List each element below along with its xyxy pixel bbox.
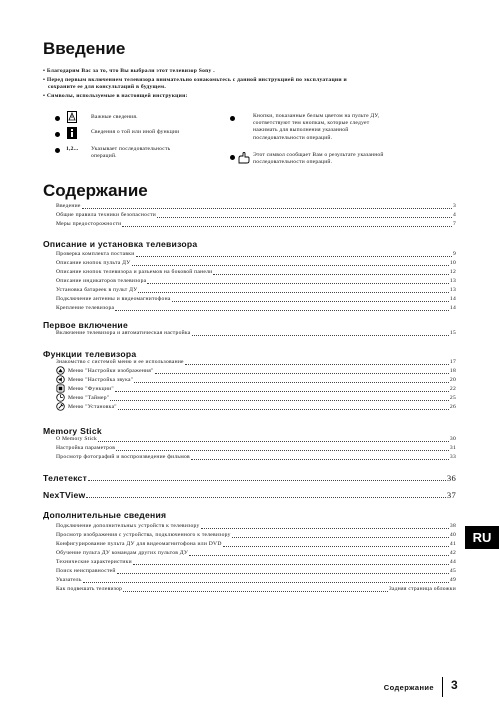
dot-leader bbox=[118, 404, 449, 410]
dot-leader bbox=[189, 550, 449, 556]
toc-entry-text: Описание кнопок пульта ДУ bbox=[56, 260, 131, 266]
bullet bbox=[55, 132, 60, 137]
toc-entry-text: Меню "Настройка звука" bbox=[68, 377, 134, 383]
toc-entry-text: Поиск неисправностей bbox=[56, 568, 116, 574]
dot-leader bbox=[185, 359, 449, 365]
language-tab: RU bbox=[465, 526, 499, 549]
footer-divider bbox=[442, 677, 443, 697]
section-heading: Описание и установка телевизора bbox=[43, 239, 198, 249]
dot-leader bbox=[115, 386, 449, 392]
legend-line: последовательности операций. bbox=[253, 134, 333, 141]
intro-line: сохраните ее для консультаций в будущем. bbox=[48, 84, 166, 90]
toc-page-number: 9 bbox=[452, 251, 456, 257]
toc-page-number: 13 bbox=[449, 278, 456, 284]
toc-entry[interactable] bbox=[56, 568, 456, 575]
dot-leader bbox=[110, 395, 449, 401]
toc-entry[interactable] bbox=[56, 404, 456, 411]
dot-leader bbox=[132, 260, 449, 266]
important-text: Важные сведения. bbox=[91, 114, 138, 120]
toc-page-number: 49 bbox=[449, 577, 456, 583]
toc-entry-text: NexTView bbox=[43, 490, 86, 500]
toc-page-number: 14 bbox=[449, 296, 456, 302]
toc-entry[interactable] bbox=[56, 436, 456, 443]
toc-entry-text: Просмотр изображения с устройства, подключенного к телевизору bbox=[56, 532, 231, 538]
toc-entry[interactable] bbox=[56, 305, 456, 312]
toc-entry-text: Подключение дополнительных устройств к телевизору bbox=[56, 523, 200, 529]
intro-text bbox=[43, 68, 463, 100]
result-text bbox=[253, 152, 384, 166]
toc-page-number: 38 bbox=[449, 523, 456, 529]
toc-page-number: 15 bbox=[449, 330, 456, 336]
dot-leader bbox=[116, 445, 449, 451]
bullet bbox=[230, 155, 235, 160]
bullet bbox=[230, 116, 235, 121]
toc-entry-text: Обучение пульта ДУ командам других пультов ДУ bbox=[56, 550, 189, 556]
section-heading: Дополнительные сведения bbox=[43, 510, 167, 520]
toc-page-number: 14 bbox=[449, 305, 456, 311]
toc-entry[interactable] bbox=[56, 377, 456, 384]
white-buttons-text bbox=[253, 113, 379, 142]
toc-entry-text: Введение bbox=[56, 203, 81, 209]
dot-leader bbox=[133, 559, 449, 565]
dot-leader bbox=[134, 377, 449, 383]
dot-leader bbox=[88, 480, 446, 481]
dot-leader bbox=[115, 305, 449, 311]
dot-leader bbox=[147, 278, 449, 284]
dot-leader bbox=[172, 296, 449, 302]
toc-entry[interactable] bbox=[56, 445, 456, 452]
toc-entry[interactable] bbox=[56, 212, 456, 219]
toc-page-number: 3 bbox=[452, 203, 456, 209]
toc-page-number: 44 bbox=[449, 559, 456, 565]
toc-entry-text: Меню "Установка" bbox=[68, 404, 117, 410]
toc-entry[interactable] bbox=[56, 386, 456, 393]
sound-menu-icon bbox=[56, 375, 65, 384]
toc-entry[interactable] bbox=[56, 368, 456, 375]
dot-leader bbox=[117, 568, 449, 574]
toc-entry-nextview[interactable] bbox=[43, 490, 456, 500]
legend-line: последовательности операций. bbox=[253, 159, 333, 166]
toc-page-number: 13 bbox=[449, 287, 456, 293]
toc-entry-text: Общие правила техники безопасности bbox=[56, 212, 157, 218]
dot-leader bbox=[201, 523, 449, 529]
dot-leader bbox=[122, 221, 452, 227]
toc-page-number: 22 bbox=[449, 386, 456, 392]
toc-page-number: Задняя страница обложки bbox=[388, 586, 456, 592]
toc-entry-text: О Memory Stick bbox=[56, 436, 98, 442]
dot-leader bbox=[123, 586, 388, 592]
dot-leader bbox=[157, 212, 452, 218]
legend-line: нажимать для выполнения указанной bbox=[253, 127, 349, 134]
toc-page-number: 37 bbox=[446, 490, 456, 500]
dot-leader bbox=[223, 541, 449, 547]
intro-line: • Символы, используемые в настоящей инструкции: bbox=[43, 93, 188, 99]
important-icon bbox=[67, 111, 77, 123]
toc-page-number: 25 bbox=[449, 395, 456, 401]
legend-line: Этот символ сообщает Вам о результате указанной bbox=[253, 152, 384, 158]
toc-entry[interactable] bbox=[56, 577, 456, 584]
toc-page-number: 4 bbox=[452, 212, 456, 218]
toc-page-number: 31 bbox=[449, 445, 456, 451]
toc-entry[interactable] bbox=[56, 586, 456, 593]
toc-page-number: 17 bbox=[449, 359, 456, 365]
section-heading: Первое включение bbox=[43, 320, 128, 330]
toc-entry-text: Меры предосторожности bbox=[56, 221, 122, 227]
dot-leader bbox=[83, 577, 449, 583]
toc-entry-text: Меню "Таймер" bbox=[68, 395, 110, 401]
toc-entry[interactable] bbox=[56, 269, 456, 276]
steps-text bbox=[91, 146, 170, 160]
toc-entry[interactable] bbox=[56, 523, 456, 530]
bullet bbox=[55, 116, 60, 121]
toc-entry[interactable] bbox=[56, 541, 456, 548]
toc-page-number: 36 bbox=[446, 473, 456, 483]
toc-entry-text: Знакомство с системой меню и ее использование bbox=[56, 359, 184, 365]
toc-entry-text: Меню "Функции" bbox=[68, 386, 114, 392]
section-heading: Функции телевизора bbox=[43, 349, 137, 359]
toc-entry-text: Проверка комплекта поставки bbox=[56, 251, 135, 257]
toc-page-number: 10 bbox=[449, 260, 456, 266]
picture-menu-icon bbox=[56, 366, 65, 375]
toc-entry[interactable] bbox=[56, 330, 456, 337]
toc-entry-text: Установка батареек в пульт ДУ bbox=[56, 287, 138, 293]
dot-leader bbox=[192, 330, 449, 336]
section-heading: Memory Stick bbox=[43, 426, 102, 436]
toc-entry-text: Описание индикаторов телевизора bbox=[56, 278, 147, 284]
steps-line: операций. bbox=[91, 153, 117, 160]
bullet bbox=[55, 148, 60, 153]
steps-marker: 1,2... bbox=[66, 146, 79, 152]
result-hand-icon bbox=[237, 152, 250, 164]
toc-entry-text: Технические характеристики bbox=[56, 559, 132, 565]
toc-entry[interactable] bbox=[56, 550, 456, 557]
toc-entry[interactable] bbox=[56, 559, 456, 566]
dot-leader bbox=[98, 436, 449, 442]
toc-entry-text: Меню "Настройки изображения" bbox=[68, 368, 154, 374]
footer-page-number: 3 bbox=[451, 678, 458, 692]
toc-entry-text: Крепление телевизора bbox=[56, 305, 115, 311]
dot-leader bbox=[82, 203, 452, 209]
dot-leader bbox=[191, 454, 449, 460]
dot-leader bbox=[213, 269, 449, 275]
function-info-text: Сведения о той или иной функции bbox=[91, 129, 180, 135]
toc-entry[interactable] bbox=[56, 454, 456, 461]
toc-entry-teletext[interactable] bbox=[43, 473, 456, 483]
dot-leader bbox=[136, 251, 452, 257]
toc-page-number: 18 bbox=[449, 368, 456, 374]
toc-page-number: 45 bbox=[449, 568, 456, 574]
toc-entry[interactable] bbox=[56, 287, 456, 294]
features-menu-icon bbox=[56, 384, 65, 393]
toc-entry-text: Указатель bbox=[56, 577, 82, 583]
legend-line: Кнопки, показанные белым цветом на пульте ДУ, bbox=[253, 113, 380, 119]
toc-entry[interactable] bbox=[56, 532, 456, 539]
toc-page-number: 12 bbox=[449, 269, 456, 275]
toc-entry[interactable] bbox=[56, 260, 456, 267]
toc-entry-text: Подключение антенны и видеомагнитофона bbox=[56, 296, 171, 302]
toc-entry[interactable] bbox=[56, 221, 456, 228]
toc-entry-text: Настройка параметров bbox=[56, 445, 116, 451]
toc-entry[interactable] bbox=[56, 251, 456, 258]
toc-page-number: 33 bbox=[449, 454, 456, 460]
toc-entry-text: Телетекст bbox=[43, 473, 88, 483]
timer-menu-icon bbox=[56, 393, 65, 402]
contents-title: Содержание bbox=[43, 181, 148, 200]
dot-leader bbox=[155, 368, 449, 374]
toc-page-number: 42 bbox=[449, 550, 456, 556]
steps-line: Указывает последовательность bbox=[91, 146, 171, 152]
toc-entry-text: Как подвешать телевизор bbox=[56, 586, 123, 592]
symbols-legend bbox=[43, 108, 456, 178]
toc-page-number: 7 bbox=[452, 221, 456, 227]
setup-menu-icon bbox=[56, 402, 65, 411]
dot-leader bbox=[86, 497, 445, 498]
toc-entry-text: Описание кнопок телевизора и разъемов на боковой панели bbox=[56, 269, 213, 275]
toc-entry[interactable] bbox=[56, 296, 456, 303]
dot-leader bbox=[138, 287, 448, 293]
toc-page-number: 41 bbox=[449, 541, 456, 547]
info-icon bbox=[67, 127, 77, 139]
toc-entry[interactable] bbox=[56, 278, 456, 285]
toc-entry[interactable] bbox=[56, 395, 456, 402]
toc-entry[interactable] bbox=[56, 203, 456, 210]
toc-page-number: 40 bbox=[449, 532, 456, 538]
intro-line: • Благодарим Вас за то, что Вы выбрали этот телевизор Sony . bbox=[43, 68, 215, 74]
dot-leader bbox=[232, 532, 449, 538]
toc-page-number: 26 bbox=[449, 404, 456, 410]
toc-page-number: 20 bbox=[449, 377, 456, 383]
footer-section-label: Содержание bbox=[383, 683, 434, 692]
toc-entry-text: Просмотр фотографий и воспроизведение фильмов bbox=[56, 454, 190, 460]
intro-line: • Перед первым включением телевизора внимательно ознакомьтесь с данной инструкцией по эксплуатации и bbox=[43, 77, 347, 83]
toc-entry-text: Конфигурирование пульта ДУ для видеомагнитофона или DVD bbox=[56, 541, 222, 547]
legend-line: соответствуют тем кнопкам, которые следует bbox=[253, 120, 370, 127]
page-title: Введение bbox=[43, 39, 126, 58]
toc-page-number: 30 bbox=[449, 436, 456, 442]
toc-entry[interactable] bbox=[56, 359, 456, 366]
toc-entry-text: Включение телевизора и автоматическая настройка bbox=[56, 330, 191, 336]
